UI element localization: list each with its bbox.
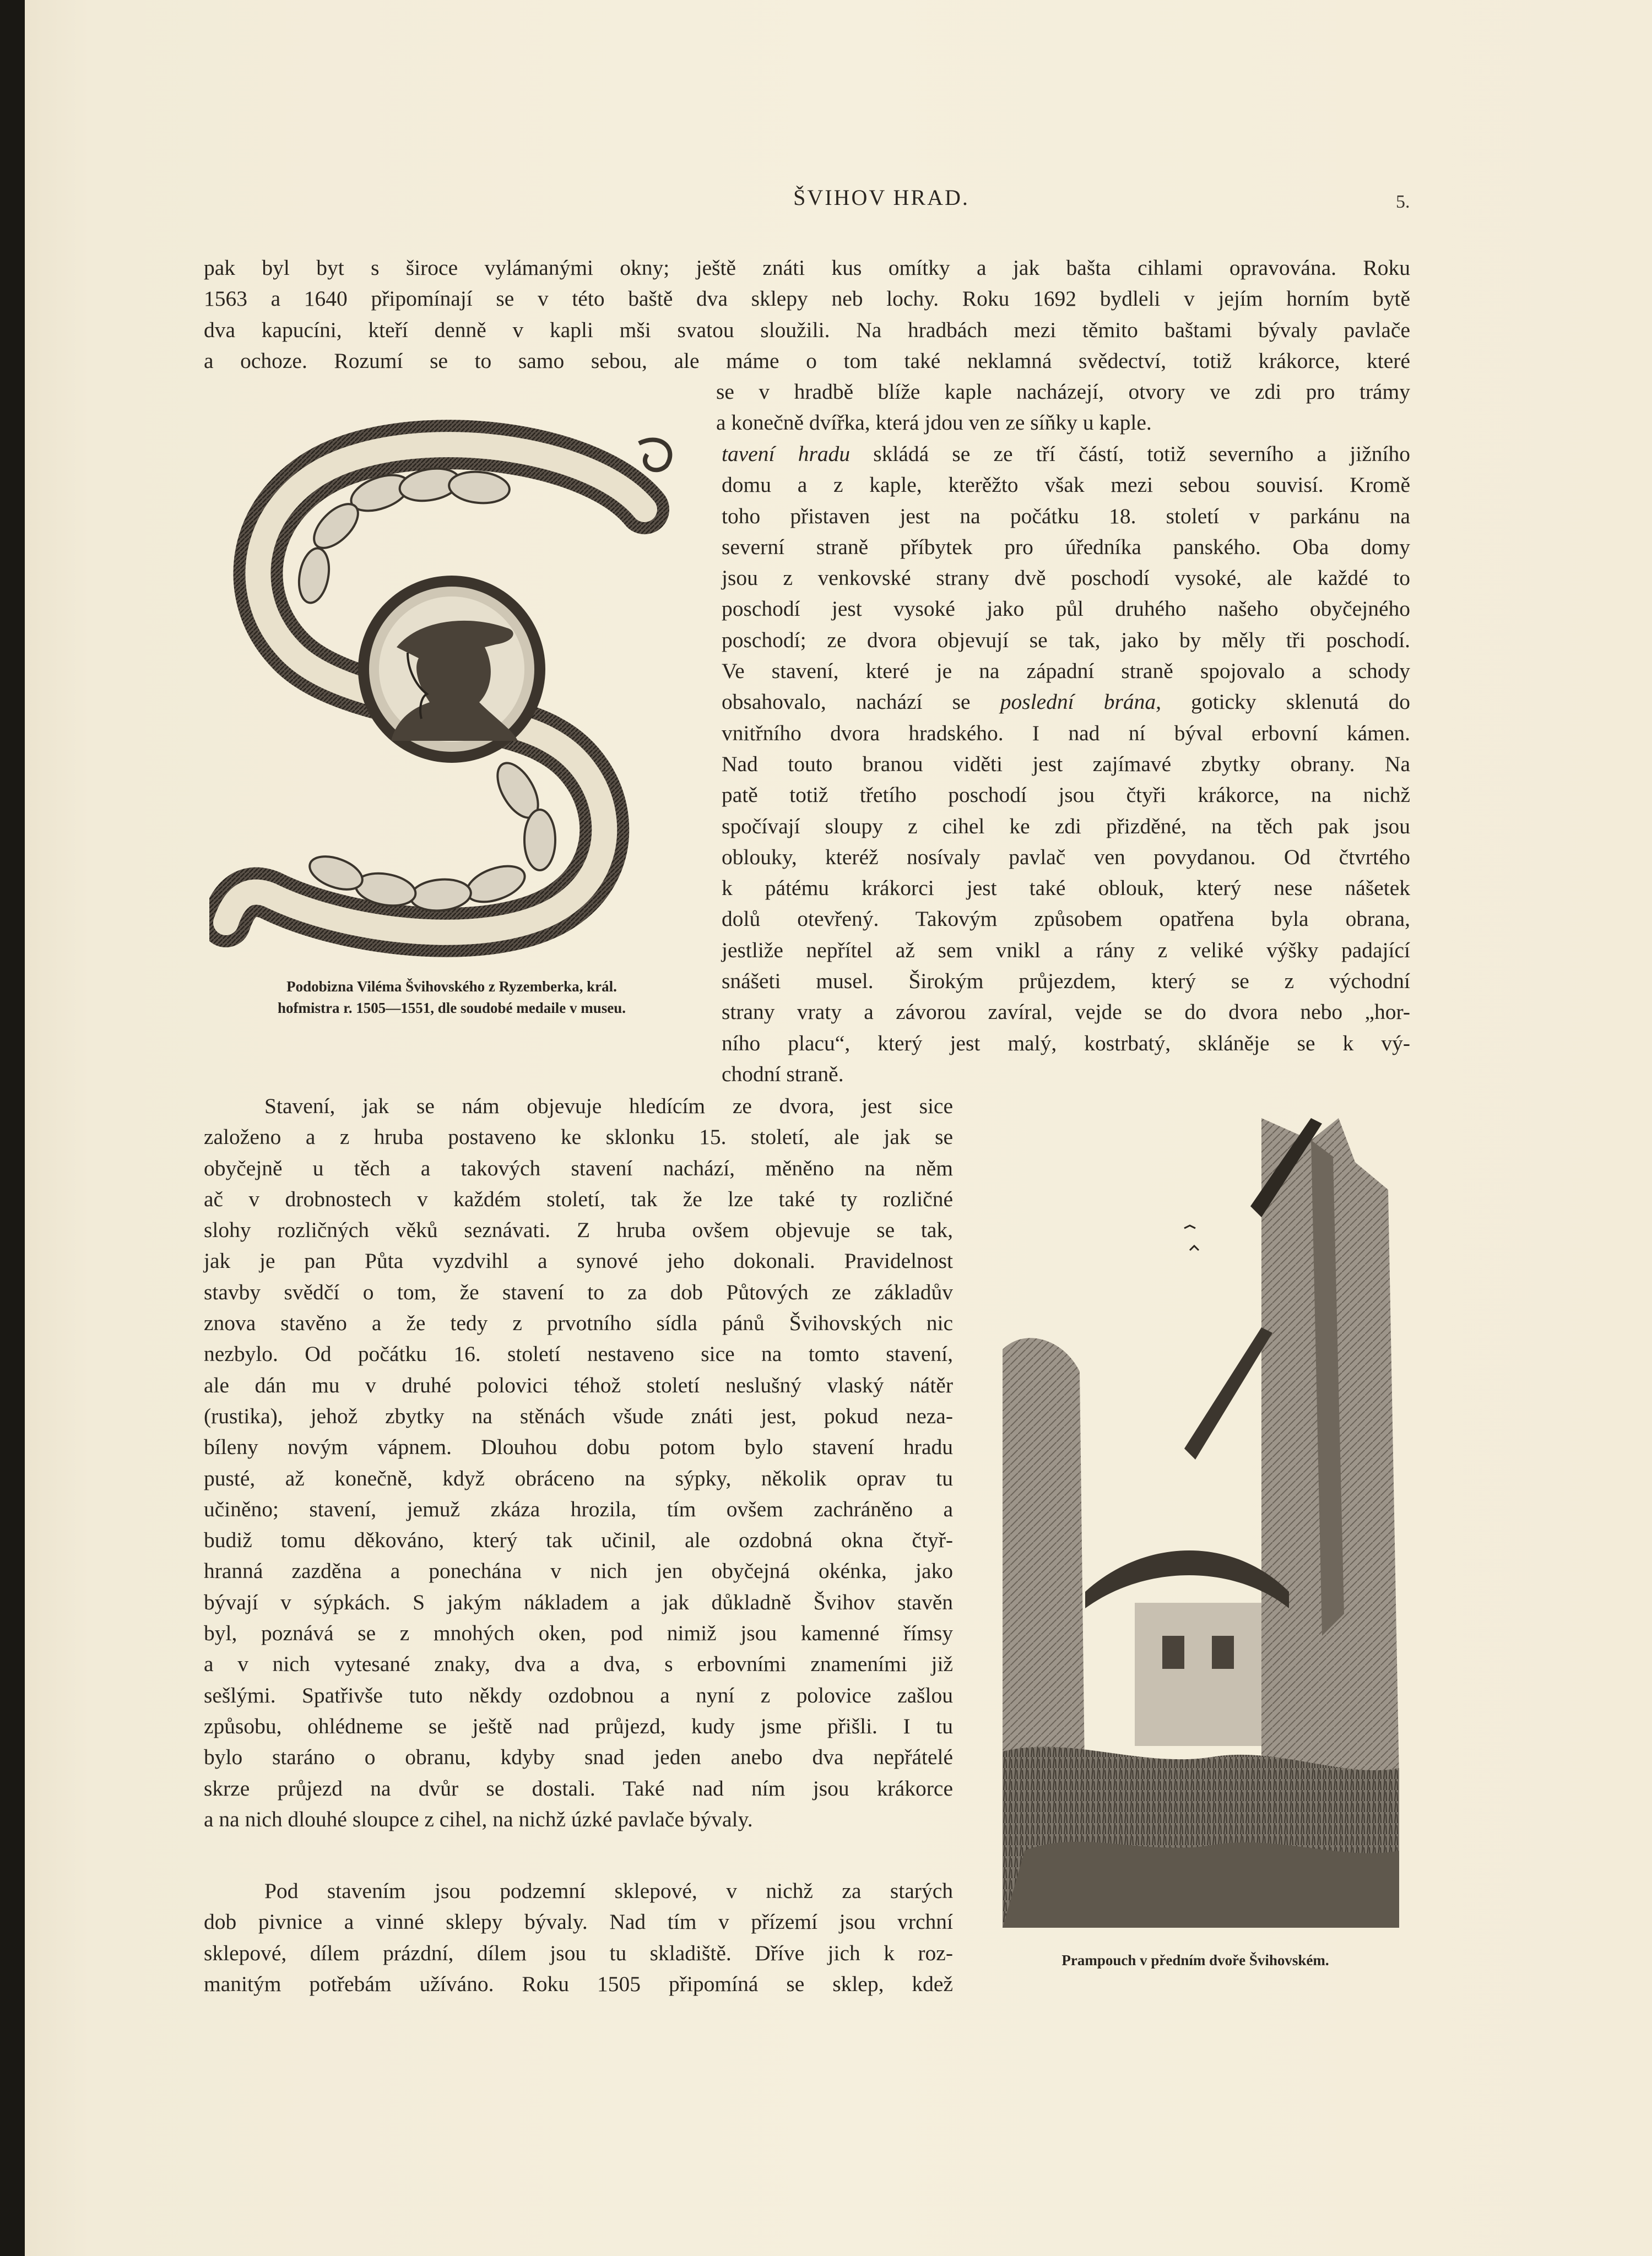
portrait-caption — [209, 976, 694, 1019]
left-column-paragraph — [204, 1091, 953, 1835]
text-line: a v nich vytesané znaky, dva a dva, s erbovními znameními již — [204, 1652, 953, 1677]
text-line: způsobu, ohlédneme se ještě nad průjezd, kudy jsme přišli. I tu — [204, 1713, 953, 1738]
text-line: jsou z venkovské strany dvě poschodí vysoké, ale každé to — [722, 566, 1410, 590]
dropcap-s-portrait-medallion — [209, 410, 694, 961]
text-line: Stavení, jak se nám objevuje hledícím ze dvora, jest sice — [264, 1094, 953, 1118]
text-line: stavby svědčí o tom, že stavení to za dob Půtových ze základův — [204, 1279, 953, 1304]
text-line: 1563 a 1640 připomínají se v této baště dva sklepy neb lochy. Roku 1692 bydleli v jejím horním bytě — [204, 286, 1410, 311]
text-line: skrze průjezd na dvůr se dostali. Také nad ním jsou krákorce — [204, 1776, 953, 1801]
text-line: jak je pan Půta vyzdvihl a synové jeho dokonali. Pravidelnost — [204, 1249, 953, 1273]
text-line: dolů otevřený. Takovým způsobem opatřena byla obrana, — [722, 907, 1410, 931]
text-line: Nad touto branou viděti jest zajímavé zbytky obrany. Na — [722, 751, 1410, 776]
text-line: ního placu“, který jest malý, kostrbatý, skláněje se k vý- — [722, 1031, 1410, 1055]
text-line: severní straně příbytek pro úředníka panského. Oba domy — [722, 534, 1410, 559]
text-line: dob pivnice a vinné sklepy bývaly. Nad tím v přízemí jsou vrchní — [204, 1910, 953, 1934]
text-fragment: skládá se ze tří částí, totiž severního a jižního — [850, 442, 1410, 466]
text-line: ač v drobnostech v každém století, tak že lze také ty rozličné — [204, 1186, 953, 1211]
text-line: bíleny novým vápnem. Dlouhou dobu potom bylo stavení hradu — [204, 1435, 953, 1460]
text-line: patě totiž třetího poschodí jsou čtyři krákorce, na nichž — [722, 783, 1410, 807]
text-line: se v hradbě blíže kaple nacházejí, otvory ve zdi pro trámy — [716, 379, 1410, 404]
italic-emphasis: tavení hradu — [722, 442, 851, 466]
text-line: Ve stavení, které je na západní straně spojovalo a schody — [722, 659, 1410, 684]
text-line: poschodí; ze dvora objevují se tak, jako by měly tři poschodí. — [722, 627, 1410, 652]
text-line: pak byl byt s široce vylámanými okny; ještě znáti kus omítky a jak bašta cihlami opravována. Roku — [204, 256, 1410, 280]
text-line: (rustika), jehož zbytky na stěnách všude znáti jest, pokud neza- — [204, 1403, 953, 1428]
text-line: hranná zazděna a ponechána v nich jen obyčejná okénka, jako — [204, 1559, 953, 1583]
italic-emphasis: poslední brána, — [1000, 690, 1161, 714]
text-line: učiněno; stavení, jemuž zkáza hrozila, tím ovšem zachráněno a — [204, 1496, 953, 1521]
gateway-caption: Prampouch v předním dvoře Švihovském. — [1061, 1952, 1329, 1968]
text-line: znova stavěno a že tedy z prvotního sídla pánů Švihovských nic — [204, 1311, 953, 1336]
text-line: chodní straně. — [722, 1061, 844, 1086]
text-line: sešlými. Spatřivše tuto někdy ozdobnou a nyní z polovice zašlou — [204, 1683, 953, 1707]
text-line — [722, 438, 1410, 469]
text-line: Pod stavením jsou podzemní sklepové, v nichž za starých — [264, 1879, 953, 1903]
text-line: založeno a z hruba postaveno ke sklonku 15. století, ale jak se — [204, 1125, 953, 1149]
text-line: bývají v sýpkách. S jakým nákladem a jak důkladně Švihov stavěn — [204, 1590, 953, 1614]
text-line: snášeti musel. Širokým průjezdem, který se z východní — [722, 969, 1410, 994]
text-line: manitým potřebám užíváno. Roku 1505 připomíná se sklep, kdež — [204, 1971, 953, 1996]
text-line: toho přistaven jest na počátku 18. století v parkánu na — [722, 503, 1410, 528]
page-number: 5. — [1396, 192, 1410, 212]
text-line: pusté, až konečně, když obráceno na sýpky, několik oprav tu — [204, 1466, 953, 1490]
text-line: k pátému krákorci jest také oblouk, který nese nášetek — [722, 876, 1410, 901]
intro-paragraph — [204, 252, 1410, 376]
right-column-paragraph — [722, 438, 1410, 1089]
text-line: dva kapucíni, kteří denně v kapli mši svatou sloužili. Na hradbách mezi těmito baštami bývaly pavlače — [204, 317, 1410, 342]
text-line — [722, 686, 1410, 717]
running-header: ŠVIHOV HRAD. — [793, 185, 969, 210]
caption-line: Podobizna Viléma Švihovského z Ryzemberka, král. — [286, 978, 617, 995]
text-line: byl, poznává se z mnohých oken, pod nimiž jsou kamenné římsy — [204, 1621, 953, 1646]
left-column-paragraph-2 — [204, 1875, 953, 1999]
text-line: slohy rozličných věků seznávati. Z hruba ovšem objevuje se tak, — [204, 1218, 953, 1243]
text-line: ale dán mu v druhé polovici téhož století neslušný vlaský nátěr — [204, 1373, 953, 1397]
caption-line: hofmistra r. 1505—1551, dle soudobé medaile v museu. — [277, 1000, 626, 1016]
text-line: oblouky, kteréž nosívaly pavlač ven povydanou. Od čtvrtého — [722, 844, 1410, 869]
intro-paragraph-continued — [716, 376, 1410, 438]
text-line: a konečně dvířka, která jdou ven ze síňky u kaple. — [716, 410, 1152, 435]
text-line: domu a z kaple, kterěžto však mezi sebou souvisí. Kromě — [722, 473, 1410, 497]
text-line: nezbylo. Od počátku 16. století nestaveno sice na tomto stavení, — [204, 1342, 953, 1366]
text-line: a ochoze. Rozumí se to samo sebou, ale máme o tom také neklamná svědectví, totiž krákorce, které — [204, 348, 1410, 373]
text-line: budiž tomu děkováno, který tak učinil, ale ozdobná okna čtyř- — [204, 1528, 953, 1553]
text-fragment: goticky sklenutá do — [1161, 690, 1410, 714]
text-line: jestliže nepřítel až sem vnikl a rány z veliké výšky padající — [722, 937, 1410, 962]
text-line: sklepové, dílem prázdní, dílem jsou tu skladiště. Dříve jich k roz- — [204, 1940, 953, 1965]
gateway-illustration — [1003, 1118, 1399, 1928]
text-line: spočívají sloupy z cihel ke zdi přizděné, na těch pak jsou — [722, 814, 1410, 838]
text-line: obyčejně u těch a takových stavení nachází, měněno na něm — [204, 1156, 953, 1180]
text-line: vnitřního dvora hradského. I nad ní býval erbovní kámen. — [722, 720, 1410, 745]
text-line: a na nich dlouhé sloupce z cihel, na nichž úzké pavlače bývaly. — [204, 1807, 753, 1831]
text-line: bylo staráno o obranu, kdyby snad jeden anebo dva nepřátelé — [204, 1745, 953, 1770]
text-line: strany vraty a závorou zavíral, vejde se do dvora nebo „hor- — [722, 1000, 1410, 1024]
text-fragment: obsahovalo, nachází se — [722, 690, 1000, 714]
text-line: poschodí jest vysoké jako půl druhého našeho obyčejného — [722, 596, 1410, 621]
